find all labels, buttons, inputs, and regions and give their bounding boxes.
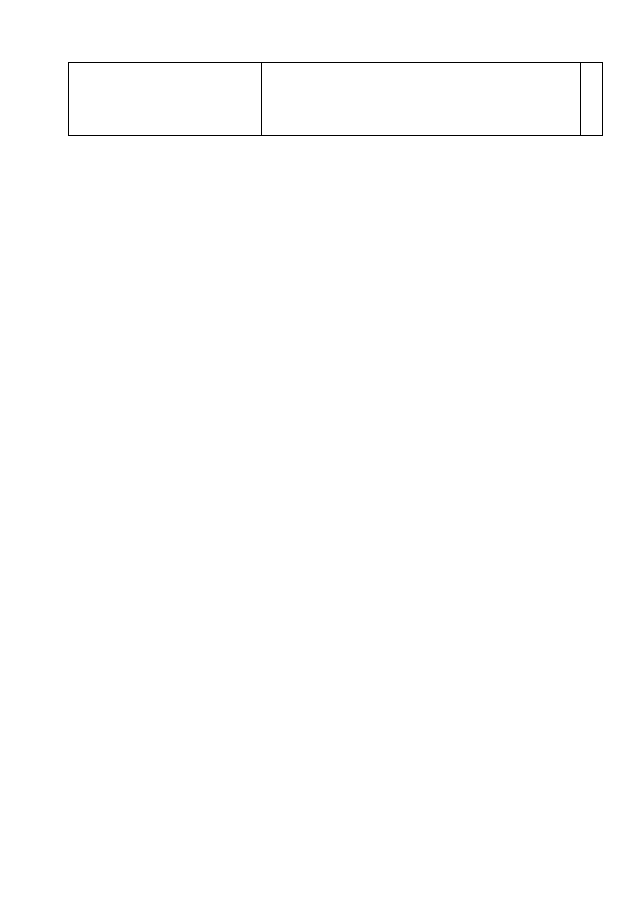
header-name xyxy=(262,63,581,136)
header-level xyxy=(581,63,603,136)
header-code xyxy=(69,63,262,136)
header-table xyxy=(68,62,603,136)
